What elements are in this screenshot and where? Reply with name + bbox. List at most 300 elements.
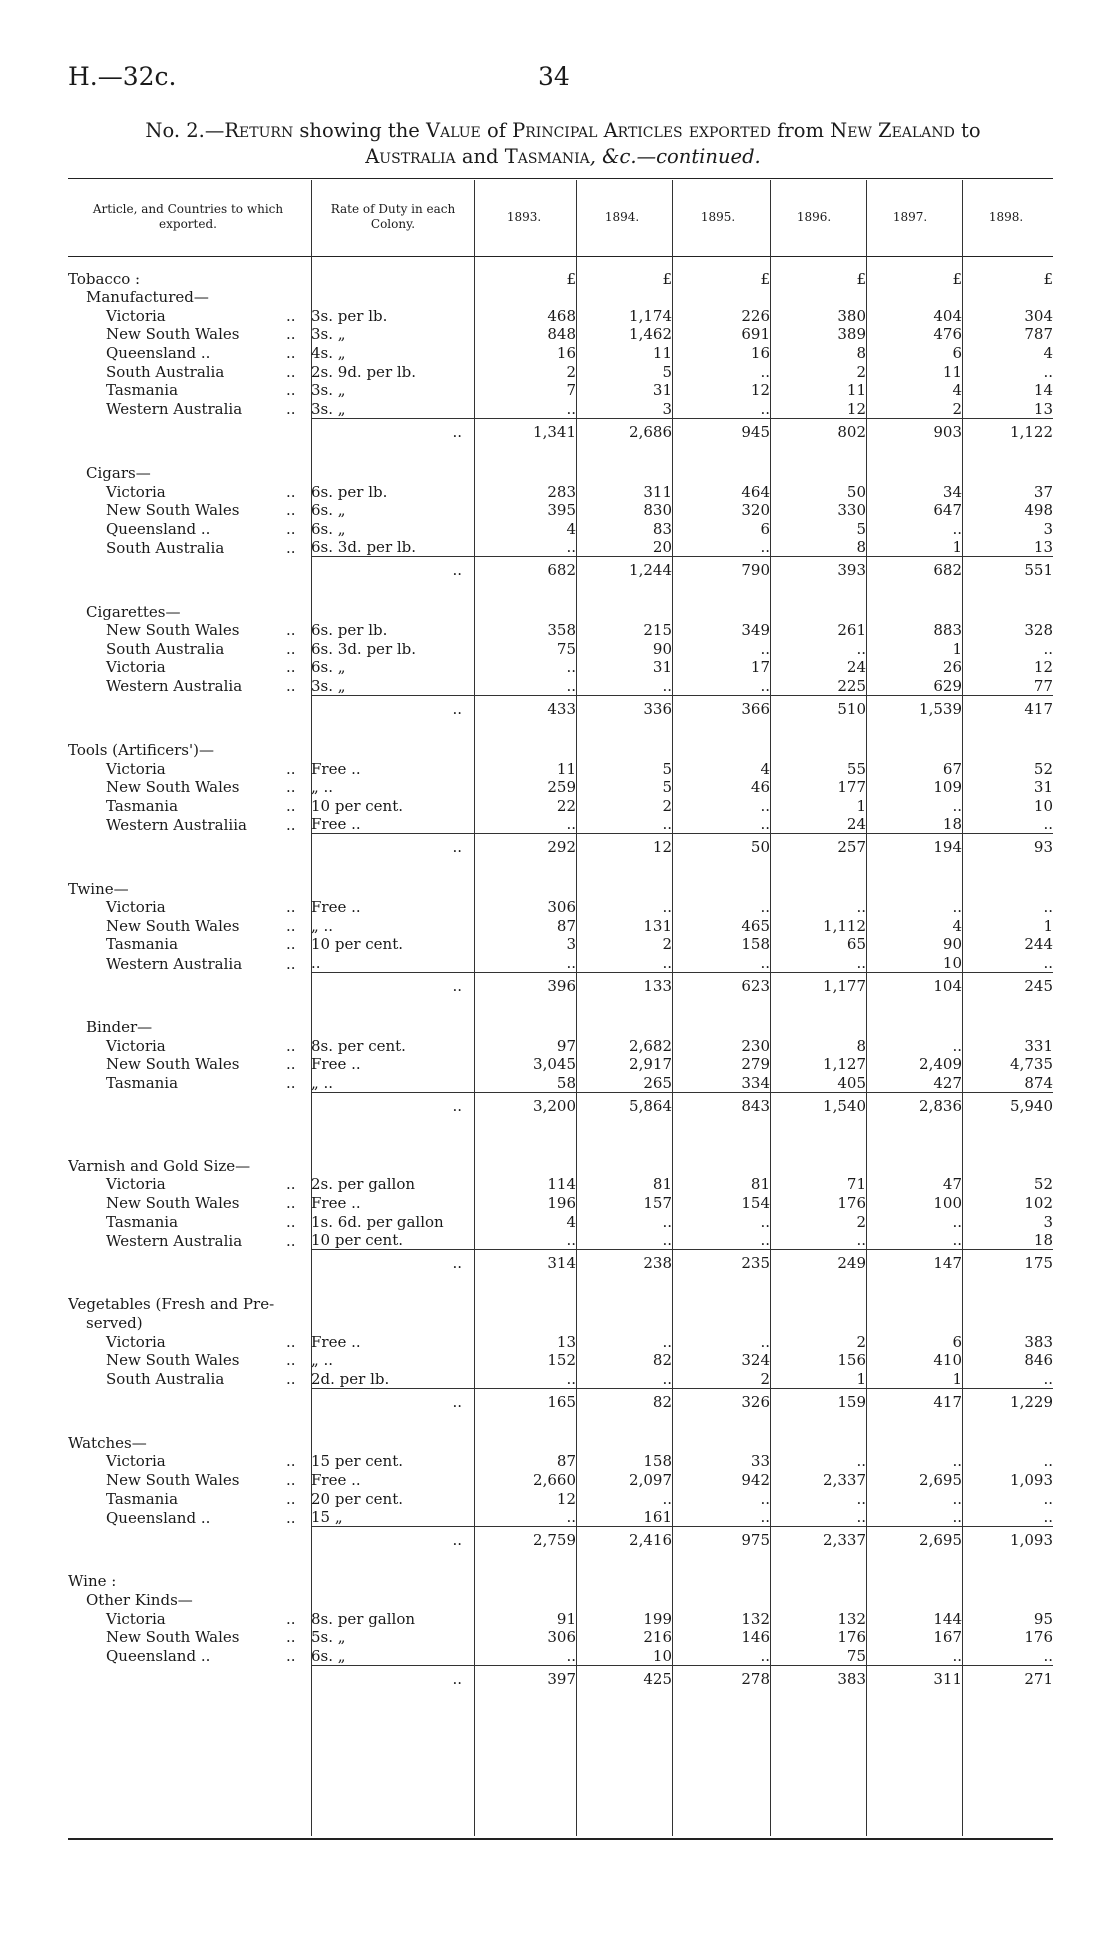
country-name: Victoria — [106, 1452, 166, 1471]
value-cell: 691 — [741, 325, 770, 344]
value-cell: 1,127 — [823, 1055, 866, 1074]
value-cell: 37 — [1033, 482, 1053, 501]
total-value: 1,122 — [962, 418, 1053, 445]
duty-rate: Free .. — [311, 815, 361, 834]
duty-rate: 2s. per gallon — [311, 1175, 416, 1194]
total-value: 433 — [474, 695, 576, 722]
total-value: 2,416 — [576, 1527, 672, 1554]
total-value: 417 — [962, 695, 1053, 722]
country-name: South Australia — [106, 639, 225, 658]
leader-dots: .. — [286, 1193, 296, 1212]
duty-rate: 8s. per gallon — [311, 1609, 416, 1628]
total-value: 2,836 — [866, 1092, 962, 1119]
currency-unit: £ — [1043, 269, 1053, 288]
spacer-cell — [68, 1415, 1053, 1434]
value-cell: 216 — [643, 1628, 672, 1647]
value-cell: .. — [952, 1036, 962, 1055]
country-name: New South Wales — [106, 325, 240, 344]
empty-cell — [286, 1527, 311, 1554]
value-cell: .. — [566, 399, 576, 418]
value-cell: .. — [1043, 1508, 1053, 1527]
duty-rate: 10 per cent. — [311, 935, 404, 954]
empty-cell — [474, 602, 576, 621]
value-cell: 6 — [952, 1332, 962, 1351]
spacer-row — [68, 1276, 1053, 1295]
value-cell: 14 — [1033, 381, 1053, 400]
empty-cell — [770, 1590, 866, 1609]
total-value: 3,200 — [474, 1092, 576, 1119]
table-row — [68, 1452, 1053, 1471]
table-row — [68, 501, 1053, 520]
empty-cell — [770, 1295, 866, 1314]
total-value: 93 — [962, 834, 1053, 861]
column-header-1895: 1895. — [700, 210, 736, 224]
table-row — [68, 935, 1053, 954]
value-cell: 468 — [547, 306, 576, 325]
value-cell: 13 — [556, 1332, 576, 1351]
value-cell: .. — [760, 954, 770, 972]
value-cell: 196 — [547, 1193, 576, 1212]
duty-rate: 4s. „ — [311, 343, 346, 362]
empty-cell — [286, 695, 311, 722]
value-cell: 132 — [837, 1609, 866, 1628]
value-cell: 464 — [741, 482, 770, 501]
empty-cell — [770, 1018, 866, 1037]
total-value: 194 — [866, 834, 962, 861]
section-label-row — [68, 1433, 1053, 1452]
country-name: Tasmania — [106, 935, 179, 954]
table-row — [68, 399, 1053, 418]
value-cell: 95 — [1033, 1609, 1053, 1628]
value-cell: .. — [952, 1508, 962, 1527]
section-label-row — [68, 1572, 1053, 1591]
empty-cell — [311, 1018, 474, 1037]
total-row — [68, 1527, 1053, 1554]
value-cell: 83 — [652, 519, 672, 538]
value-cell: 3,045 — [533, 1055, 576, 1074]
empty-cell — [311, 1313, 474, 1332]
country-name: Tasmania — [106, 1212, 179, 1231]
value-cell: .. — [1043, 1369, 1053, 1388]
value-cell: 1 — [952, 538, 962, 557]
country-name: Queensland .. — [106, 343, 211, 362]
country-name: New South Wales — [106, 1628, 240, 1647]
value-cell: 12 — [846, 399, 866, 418]
value-cell: .. — [856, 1452, 866, 1471]
value-cell: 24 — [846, 815, 866, 834]
value-cell: 244 — [1024, 935, 1053, 954]
value-cell: 498 — [1024, 501, 1053, 520]
total-value: 12 — [576, 834, 672, 861]
empty-cell — [286, 1572, 311, 1591]
table-row — [68, 343, 1053, 362]
empty-cell — [474, 740, 576, 759]
total-value: 551 — [962, 557, 1053, 584]
section-label: Twine— — [68, 879, 129, 898]
value-cell: .. — [856, 1489, 866, 1508]
empty-cell — [866, 879, 962, 898]
empty-cell — [474, 879, 576, 898]
section-label-row — [68, 1156, 1053, 1175]
value-cell: 5 — [662, 778, 672, 797]
table-row — [68, 538, 1053, 557]
empty-cell — [286, 1665, 311, 1692]
leader-dots: .. — [286, 1212, 296, 1231]
value-cell: 3 — [1043, 1212, 1053, 1231]
value-cell: .. — [760, 898, 770, 917]
country-name: South Australia — [106, 538, 225, 557]
value-cell: 91 — [556, 1609, 576, 1628]
empty-cell — [962, 1156, 1053, 1175]
table-row — [68, 778, 1053, 797]
value-cell: .. — [1043, 1646, 1053, 1665]
empty-cell — [672, 1590, 770, 1609]
value-cell: 81 — [750, 1175, 770, 1194]
value-cell: 5 — [856, 519, 866, 538]
value-cell: 10 — [652, 1646, 672, 1665]
total-value: 1,244 — [576, 557, 672, 584]
table-row — [68, 1508, 1053, 1527]
table-row — [68, 815, 1053, 834]
empty-cell — [286, 834, 311, 861]
value-cell: 12 — [1033, 658, 1053, 677]
total-leader-dots: .. — [311, 418, 474, 445]
value-cell: 311 — [643, 482, 672, 501]
table-row — [68, 1073, 1053, 1092]
value-cell: 11 — [846, 381, 866, 400]
total-value: 393 — [770, 557, 866, 584]
value-cell: 279 — [741, 1055, 770, 1074]
empty-cell — [68, 1250, 286, 1277]
duty-rate: 6s. „ — [311, 519, 346, 538]
total-value: 159 — [770, 1388, 866, 1415]
empty-cell — [68, 973, 286, 1000]
empty-cell — [672, 879, 770, 898]
leader-dots: .. — [286, 815, 296, 834]
total-row — [68, 1092, 1053, 1119]
total-value: 682 — [474, 557, 576, 584]
leader-dots: .. — [286, 306, 296, 325]
table-row — [68, 1351, 1053, 1370]
empty-cell — [576, 1590, 672, 1609]
value-cell: 90 — [942, 935, 962, 954]
empty-cell — [68, 1092, 286, 1119]
value-cell: 405 — [837, 1073, 866, 1092]
value-cell: .. — [1043, 815, 1053, 834]
country-name: Western Australia — [106, 677, 243, 696]
total-value: 5,940 — [962, 1092, 1053, 1119]
leader-dots: .. — [286, 1628, 296, 1647]
value-cell: 2 — [856, 1332, 866, 1351]
value-cell: 1 — [1043, 916, 1053, 935]
value-cell: 8 — [856, 343, 866, 362]
section-label: Varnish and Gold Size— — [68, 1156, 251, 1175]
title-line-1: No. 2.—Return showing the Value of Principal Articles exported from New Zealand to — [145, 119, 981, 142]
table-row — [68, 325, 1053, 344]
total-value: 104 — [866, 973, 962, 1000]
empty-cell — [311, 1572, 474, 1591]
currency-unit: £ — [662, 269, 672, 288]
empty-cell — [962, 879, 1053, 898]
country-name: Victoria — [106, 658, 166, 677]
value-cell: 3 — [566, 935, 576, 954]
empty-cell — [286, 1156, 311, 1175]
duty-rate: 2s. 9d. per lb. — [311, 362, 417, 381]
empty-cell — [962, 1590, 1053, 1609]
total-leader-dots: .. — [311, 1250, 474, 1277]
leader-dots: .. — [286, 1055, 296, 1074]
column-header-1893: 1893. — [506, 210, 542, 224]
leader-dots: .. — [286, 381, 296, 400]
value-cell: 380 — [837, 306, 866, 325]
value-cell: 389 — [837, 325, 866, 344]
value-cell: 17 — [750, 658, 770, 677]
leader-dots: .. — [286, 621, 296, 640]
country-name: Queensland .. — [106, 519, 211, 538]
value-cell: 18 — [942, 815, 962, 834]
column-header-rate: Rate of Duty in each Colony. — [330, 202, 456, 231]
section-label-row — [68, 1018, 1053, 1037]
section-label: Cigars— — [86, 463, 151, 482]
value-cell: 6 — [952, 343, 962, 362]
duty-rate: Free .. — [311, 1332, 361, 1351]
table-row — [68, 1175, 1053, 1194]
empty-cell — [866, 1018, 962, 1037]
value-cell: 152 — [547, 1351, 576, 1370]
value-cell: 87 — [556, 1452, 576, 1471]
leader-dots: .. — [286, 501, 296, 520]
value-cell: 1,174 — [629, 306, 672, 325]
total-value: 790 — [672, 557, 770, 584]
value-cell: 156 — [837, 1351, 866, 1370]
country-name: New South Wales — [106, 621, 240, 640]
title-line-2: Australia and Tasmania, &c.—continued. — [365, 145, 761, 168]
value-cell: 67 — [942, 759, 962, 778]
value-cell: 2,097 — [629, 1471, 672, 1490]
table-row — [68, 1369, 1053, 1388]
country-name: Victoria — [106, 759, 166, 778]
section-label: Cigarettes— — [86, 602, 181, 621]
total-value: 82 — [576, 1388, 672, 1415]
value-cell: 2 — [856, 1212, 866, 1231]
value-cell: 146 — [741, 1628, 770, 1647]
value-cell: 177 — [837, 778, 866, 797]
value-cell: 404 — [933, 306, 962, 325]
section-label-row — [68, 1590, 1053, 1609]
leader-dots: .. — [286, 1508, 296, 1527]
country-name: Victoria — [106, 1609, 166, 1628]
leader-dots: .. — [286, 759, 296, 778]
value-cell: .. — [760, 399, 770, 418]
value-cell: .. — [662, 815, 672, 834]
value-cell: .. — [1043, 898, 1053, 917]
empty-cell — [286, 879, 311, 898]
spacer-cell — [68, 1276, 1053, 1295]
leader-dots: .. — [286, 658, 296, 677]
value-cell: 4 — [952, 381, 962, 400]
value-cell: .. — [952, 1452, 962, 1471]
value-cell: 2 — [662, 935, 672, 954]
duty-rate: 1s. 6d. per gallon — [311, 1212, 444, 1231]
duty-rate: 3s. „ — [311, 325, 346, 344]
value-cell: 77 — [1033, 676, 1053, 695]
value-cell: 848 — [547, 325, 576, 344]
leader-dots: .. — [286, 1370, 296, 1389]
leader-dots: .. — [286, 482, 296, 501]
value-cell: 65 — [846, 935, 866, 954]
value-cell: 13 — [1033, 399, 1053, 418]
empty-cell — [286, 269, 311, 288]
duty-rate: 15 per cent. — [311, 1452, 404, 1471]
value-cell: 11 — [942, 362, 962, 381]
leader-dots: .. — [286, 1471, 296, 1490]
leader-dots: .. — [286, 1452, 296, 1471]
value-cell: 24 — [846, 658, 866, 677]
country-name: New South Wales — [106, 501, 240, 520]
value-cell: 225 — [837, 676, 866, 695]
value-cell: .. — [952, 1646, 962, 1665]
empty-cell — [311, 1156, 474, 1175]
leader-dots: .. — [286, 898, 296, 917]
value-cell: 97 — [556, 1036, 576, 1055]
value-cell: .. — [760, 1231, 770, 1250]
value-cell: 306 — [547, 898, 576, 917]
value-cell: 331 — [1024, 1036, 1053, 1055]
duty-rate: 6s. per lb. — [311, 482, 388, 501]
duty-rate: 15 „ — [311, 1508, 343, 1527]
empty-cell — [576, 879, 672, 898]
total-value: 425 — [576, 1665, 672, 1692]
empty-cell — [866, 288, 962, 307]
empty-cell — [311, 602, 474, 621]
leader-dots: .. — [286, 677, 296, 696]
total-row — [68, 1250, 1053, 1277]
value-cell: 647 — [933, 501, 962, 520]
value-cell: 158 — [741, 935, 770, 954]
empty-cell — [286, 973, 311, 1000]
duty-rate: 6s. „ — [311, 1646, 346, 1665]
value-cell: 2,695 — [919, 1471, 962, 1490]
spacer-row — [68, 1415, 1053, 1434]
table-row — [68, 482, 1053, 501]
table-row — [68, 1036, 1053, 1055]
section-label: served) — [86, 1313, 143, 1332]
value-cell: 215 — [643, 621, 672, 640]
value-cell: 52 — [1033, 759, 1053, 778]
section-label: Tobacco : — [68, 269, 141, 288]
empty-cell — [286, 740, 311, 759]
total-value: 417 — [866, 1388, 962, 1415]
section-label-row — [68, 1313, 1053, 1332]
section-label-row — [68, 288, 1053, 307]
spacer-row — [68, 1138, 1053, 1157]
empty-cell — [68, 557, 286, 584]
total-value: 175 — [962, 1250, 1053, 1277]
duty-rate: 10 per cent. — [311, 1231, 404, 1250]
empty-cell — [672, 740, 770, 759]
value-cell: 2,409 — [919, 1055, 962, 1074]
value-cell: .. — [662, 898, 672, 917]
value-cell: 87 — [556, 916, 576, 935]
total-value: 510 — [770, 695, 866, 722]
value-cell: 395 — [547, 501, 576, 520]
total-value: 1,229 — [962, 1388, 1053, 1415]
value-cell: 176 — [1024, 1628, 1053, 1647]
duty-rate: 3s. „ — [311, 399, 346, 418]
empty-cell — [672, 602, 770, 621]
value-cell: 2,337 — [823, 1471, 866, 1490]
table-row — [68, 1212, 1053, 1231]
total-value: 314 — [474, 1250, 576, 1277]
empty-cell — [770, 463, 866, 482]
total-value: 903 — [866, 418, 962, 445]
empty-cell — [474, 463, 576, 482]
section-label: Wine : — [68, 1572, 117, 1591]
value-cell: 2,917 — [629, 1055, 672, 1074]
duty-rate: 6s. „ — [311, 501, 346, 520]
table-title — [68, 118, 1058, 170]
value-cell: 71 — [846, 1175, 866, 1194]
table-row — [68, 796, 1053, 815]
table-row — [68, 621, 1053, 640]
value-cell: 132 — [741, 1609, 770, 1628]
value-cell: .. — [760, 1212, 770, 1231]
value-cell: .. — [566, 658, 576, 677]
empty-cell — [770, 879, 866, 898]
total-value: 2,337 — [770, 1527, 866, 1554]
value-cell: 34 — [942, 482, 962, 501]
table-row — [68, 898, 1053, 917]
table-row — [68, 1609, 1053, 1628]
value-cell: .. — [662, 1231, 672, 1250]
leader-dots: .. — [286, 1489, 296, 1508]
section-label-row — [68, 269, 1053, 288]
value-cell: .. — [760, 538, 770, 557]
total-value: 238 — [576, 1250, 672, 1277]
duty-rate: .. — [311, 954, 321, 972]
empty-cell — [770, 1572, 866, 1591]
total-value: 682 — [866, 557, 962, 584]
value-cell: .. — [1043, 1489, 1053, 1508]
value-cell: 58 — [556, 1073, 576, 1092]
empty-cell — [770, 1156, 866, 1175]
empty-cell — [962, 1313, 1053, 1332]
empty-cell — [576, 602, 672, 621]
total-value: 271 — [962, 1665, 1053, 1692]
empty-cell — [672, 1156, 770, 1175]
value-cell: 10 — [942, 954, 962, 972]
value-cell: 6 — [760, 519, 770, 538]
empty-cell — [311, 1590, 474, 1609]
total-value: 5,864 — [576, 1092, 672, 1119]
total-value: 165 — [474, 1388, 576, 1415]
country-name: New South Wales — [106, 1055, 240, 1074]
value-cell: 4 — [566, 1212, 576, 1231]
empty-cell — [672, 1433, 770, 1452]
value-cell: 465 — [741, 916, 770, 935]
value-cell: 4,735 — [1010, 1055, 1053, 1074]
spacer-cell — [68, 1553, 1053, 1572]
value-cell: 109 — [933, 778, 962, 797]
table-row — [68, 1628, 1053, 1647]
leader-dots: .. — [286, 1332, 296, 1351]
empty-cell — [866, 1295, 962, 1314]
spacer-row — [68, 583, 1053, 602]
empty-cell — [474, 1590, 576, 1609]
table-row — [68, 759, 1053, 778]
section-label: Tools (Artificers')— — [68, 741, 214, 760]
total-value: 235 — [672, 1250, 770, 1277]
